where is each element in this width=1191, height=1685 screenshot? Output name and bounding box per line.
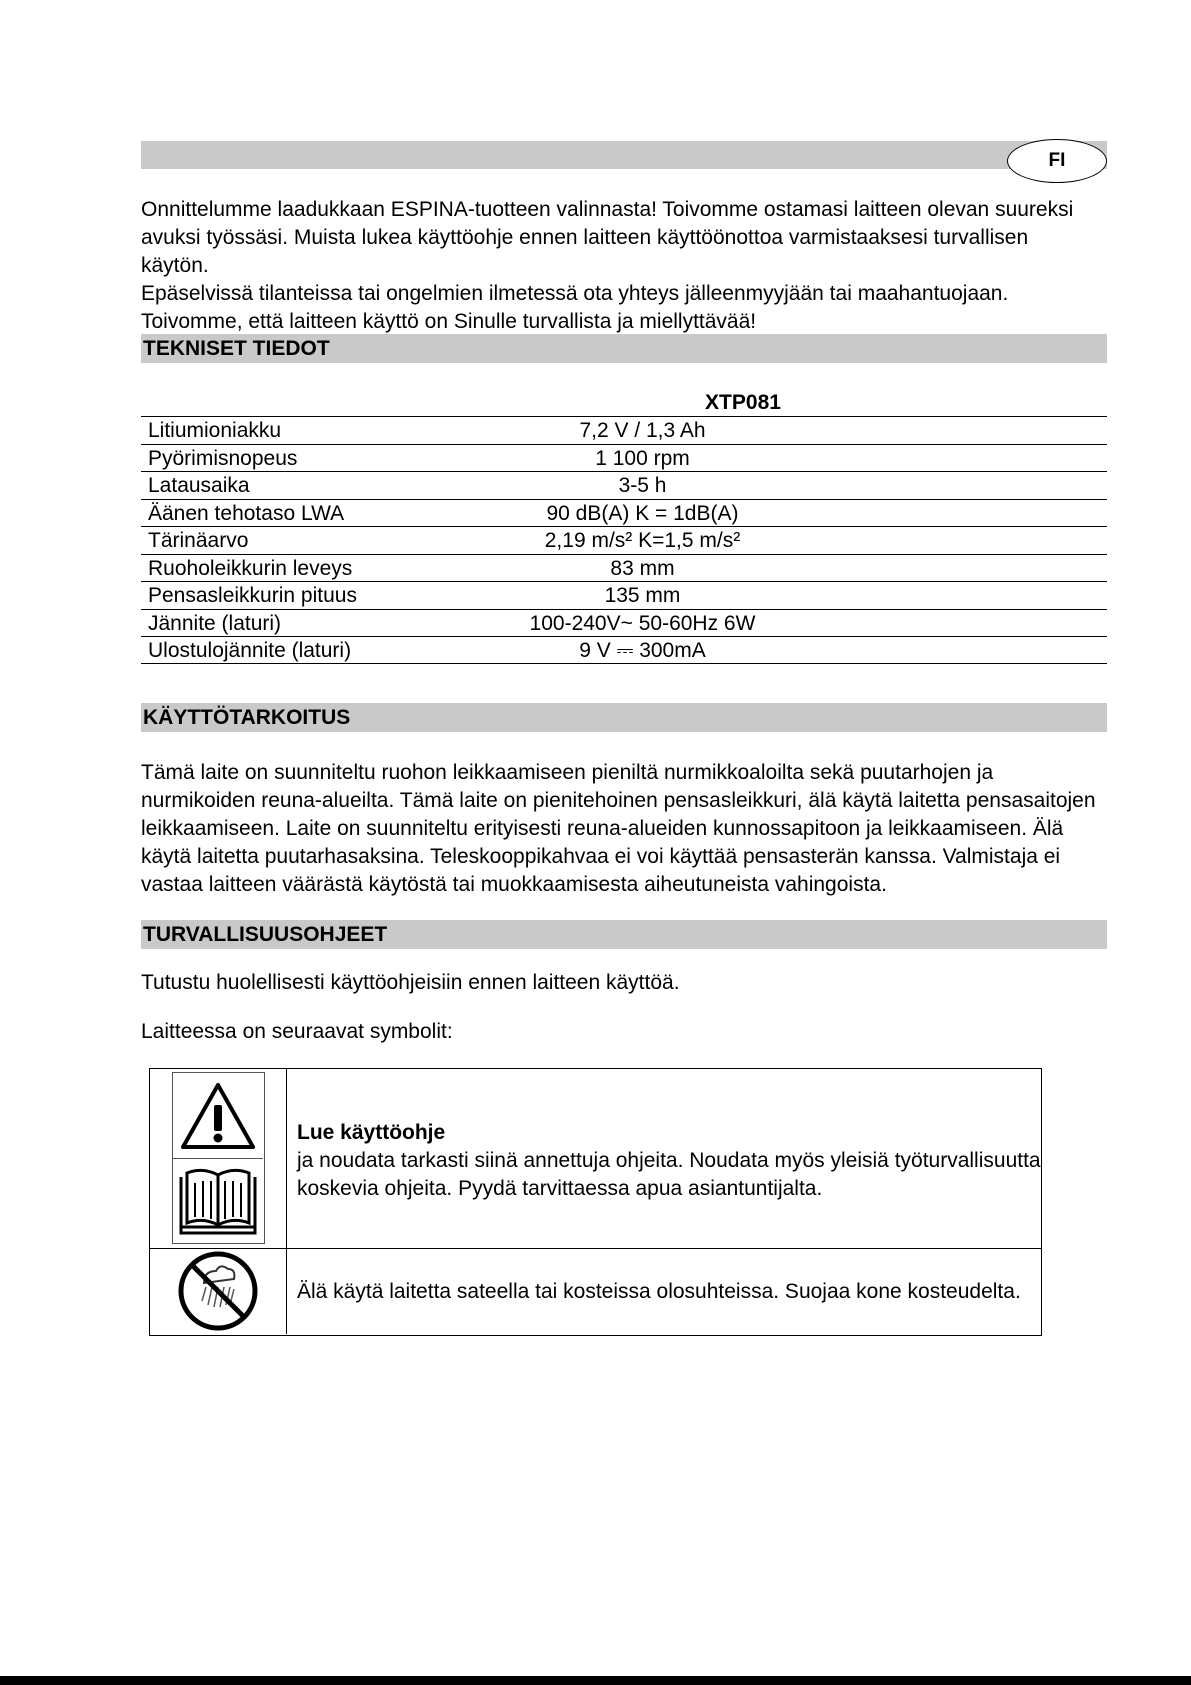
symbol-line: ja noudata tarkasti siinä annettuja ohjeita. Noudata myös yleisiä työturvallisuutta [297,1149,1041,1172]
intro-line: avuksi työssäsi. Muista lukea käyttöohje ennen laitteen käyttöönottoa varmistaaksesi turvallisen käytön. [141,226,1029,277]
symbol-text [287,1248,1041,1334]
symbol-icon-cell [150,1069,287,1248]
spec-label: Ulostulojännite (laturi) [148,639,352,662]
usage-line: vastaa laitteen väärästä käytöstä tai muokkaamisesta aiheutuneista vahingoista. [141,873,887,896]
bottom-edge-bar [0,1676,1191,1685]
symbol-row [150,1248,1041,1334]
spec-model: XTP081 [705,391,781,414]
spec-row [141,499,1107,527]
spec-value: 135 mm [604,584,681,607]
intro-line: Toivomme, että laitteen käyttö on Sinulle turvallista ja miellyttävää! [141,310,757,333]
spec-row [141,526,1107,554]
spec-value: 90 dB(A) K = 1dB(A) [546,501,739,525]
spec-row [141,416,1107,444]
manual-book-icon [173,1161,263,1241]
spec-row [141,444,1107,472]
intro-line: Epäselvissä tilanteissa tai ongelmien ilmetessä ota yhteys jälleenmyyjään tai maahantuojaan. [141,282,1009,305]
spec-value: 3-5 h [618,474,667,497]
symbol-text [287,1069,1041,1248]
symbols-label: Laitteessa on seuraavat symbolit: [141,1020,453,1043]
symbol-row [150,1069,1041,1249]
spec-label: Tärinäarvo [148,529,249,552]
spec-value: 83 mm [610,556,675,580]
spec-value: 7,2 V / 1,3 Ah [579,419,706,442]
spec-value: 1 100 rpm [595,446,690,470]
symbol-title: Lue käyttöohje [297,1121,446,1144]
language-badge: FI [1007,139,1107,183]
warning-triangle-icon [173,1075,263,1157]
spec-value: 9 V ⎓ 300mA [579,639,706,662]
spec-value: 2,19 m/s² K=1,5 m/s² [544,529,741,552]
spec-label: Pensasleikkurin pituus [148,584,357,607]
usage-line: leikkaamiseen. Laite on suunniteltu erityisesti reuna-alueiden kunnossapitoon ja leikkaamiseen. Älä [141,817,1064,840]
spec-label: Äänen tehotaso LWA [148,501,345,525]
safety-heading: TURVALLISUUSOHJEET [141,920,1107,949]
spec-table [141,390,1107,664]
spec-row [141,581,1107,609]
spec-value: 100-240V~ 50-60Hz 6W [529,611,756,635]
safety-intro: Tutustu huolellisesti käyttöohjeisiin ennen laitteen käyttöä. [141,971,680,994]
spec-label: Pyörimisnopeus [148,446,298,470]
spec-label: Litiumioniakku [148,419,282,442]
no-rain-icon [176,1249,260,1333]
usage-line: käytä laitetta puutarhasaksina. Teleskooppikahvaa ei voi käyttää pensasterän kanssa. Valmistaja ei [141,845,1061,868]
tech-heading: TEKNISET TIEDOT [141,334,1107,363]
usage-paragraph [141,759,1101,899]
header-bar [141,141,1107,169]
spec-row [141,554,1107,582]
usage-line: Tämä laite on suunniteltu ruohon leikkaamiseen pieniltä nurmikkoaloilta sekä puutarhojen ja [141,761,994,784]
symbols-table [149,1068,1042,1336]
symbol-line: Älä käytä laitetta sateella tai kosteissa olosuhteissa. Suojaa kone kosteudelta. [297,1280,1021,1303]
intro-line: Onnittelumme laadukkaan ESPINA-tuotteen valinnasta! Toivomme ostamasi laitteen olevan suureksi [141,198,1074,221]
intro-paragraph [141,196,1101,336]
symbol-icon-cell [150,1248,287,1334]
spec-label: Latausaika [148,474,250,497]
spec-label: Jännite (laturi) [148,611,282,635]
usage-heading: KÄYTTÖTARKOITUS [141,703,1107,732]
spec-row [141,609,1107,637]
symbol-icon-frame [172,1072,265,1244]
usage-line: nurmikoiden reuna-alueilta. Tämä laite on pienitehoinen pensasleikkuri, älä käytä laitetta pensasaitojen [141,789,1096,812]
symbol-line: koskevia ohjeita. Pyydä tarvittaessa apua asiantuntijalta. [297,1177,823,1200]
spec-row [141,471,1107,499]
spec-label: Ruoholeikkurin leveys [148,556,353,580]
spec-row [141,636,1107,664]
